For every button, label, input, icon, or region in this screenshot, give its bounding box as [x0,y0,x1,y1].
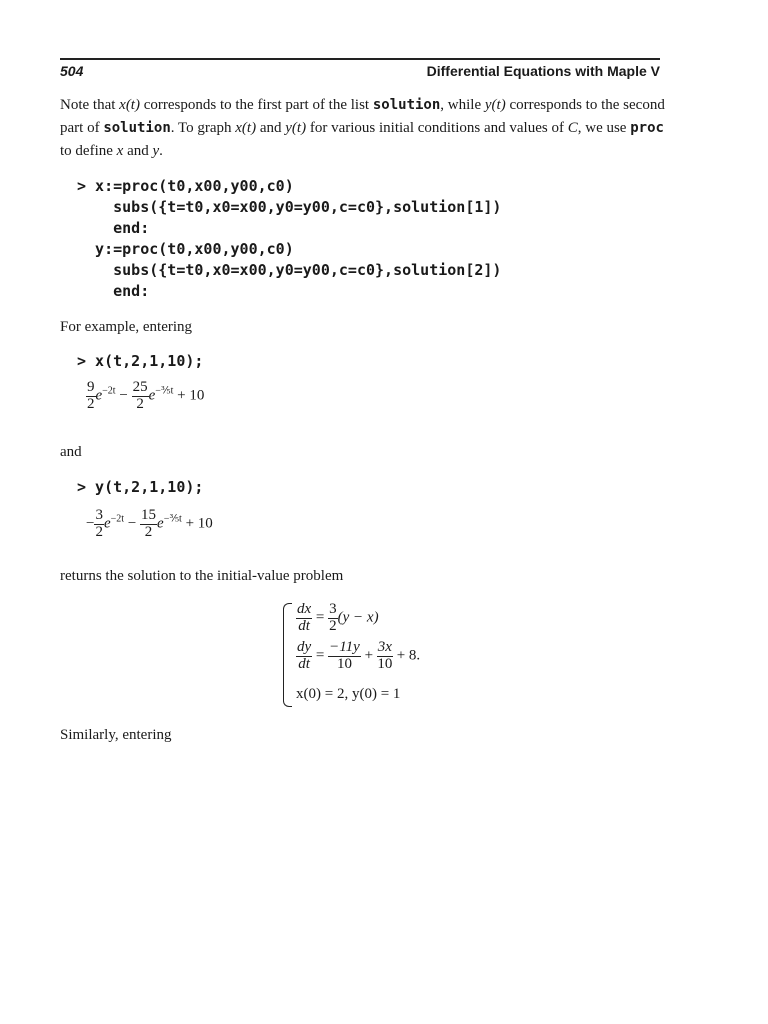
output-y: − $\frac{3}{2}$ $e^{-2t}$ − $\frac{15}{2}$ $e^{-\frac{3}{5}t} + 10$ [86,507,213,540]
intro-paragraph: Note that x(t) corresponds to the first part of the list solution, while y(t) corresponds to the second part of solution. To graph x(t) and y(t) for various initial conditions and values of C, we use proc to define x and y. [60,97,665,159]
code-proc-definitions: > x:=proc(t0,x00,y00,c0) subs({t=t0,x0=x00,y0=y00,c=c0},solution[1]) end: y:=proc(t0,x00,y00,c0) subs({t=t0,x0=x00,y0=y00,c=c0},solution[2]) end: [77,177,502,300]
paragraph-similarly: Similarly, entering [60,727,172,743]
output-x: $\frac{9}{2}$ $e^{-2t}$ − $\frac{25}{2}$ $e^{-\frac{3}{5}t} + 10$ [87,379,205,412]
equation-dy: $\frac{dy}{dt}$ = $\frac{-11y}{10}$ + $\frac{3x}{10}$ + 8. [297,639,421,672]
paragraph-and: and [60,444,82,460]
system-brace [283,603,292,707]
page-number: 504 [60,63,84,79]
code-x-call: > x(t,2,1,10); [77,352,204,370]
paragraph-example: For example, entering [60,319,193,335]
paragraph-returns: returns the solution to the initial-value problem [60,568,344,584]
code-y-call: > y(t,2,1,10); [77,478,204,496]
equation-dx: $\frac{dx}{dt}$ = $\frac{3}{2}$ (y − x) [297,601,379,634]
running-header [60,58,660,82]
running-title: Differential Equations with Maple V [426,63,660,79]
initial-conditions: x(0) = 2, y(0) = 1 [296,686,401,702]
